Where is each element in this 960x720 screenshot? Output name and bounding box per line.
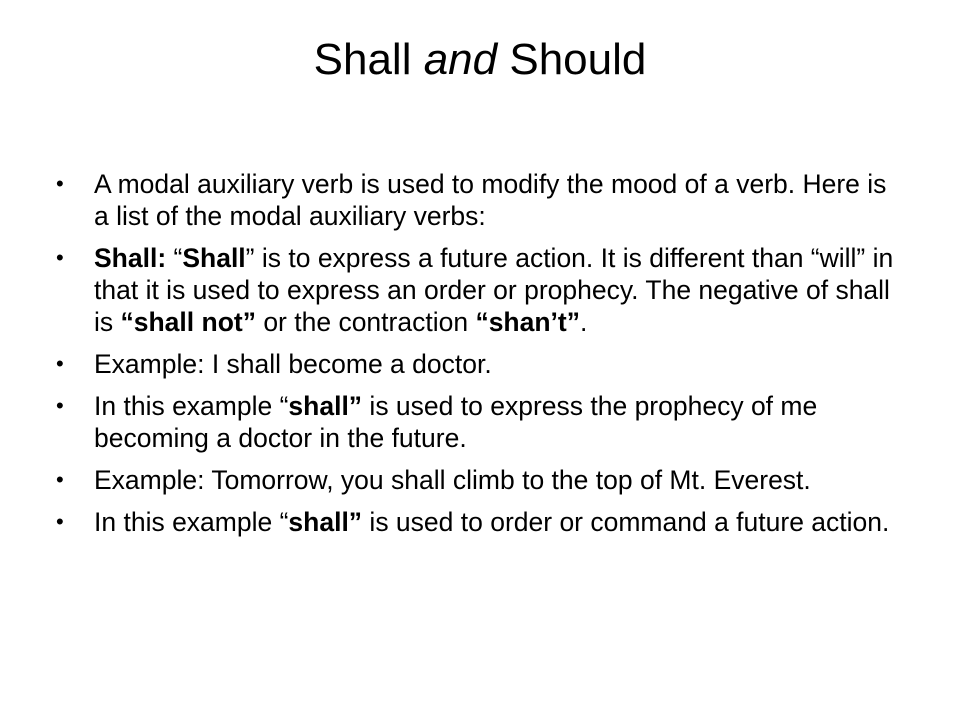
bullet-list <box>56 168 906 548</box>
list-item <box>56 506 906 538</box>
bullet-bold: Shall <box>182 243 246 273</box>
bullet-bold: “shan’t” <box>475 307 580 337</box>
bullet-bold: shall” <box>288 391 363 421</box>
bullet-text: “ <box>166 243 183 273</box>
bullet-lead-bold: Shall: <box>94 243 167 273</box>
bullet-text: Example: Tomorrow, you shall climb to the top of Mt. Everest. <box>94 465 811 495</box>
list-item <box>56 464 906 496</box>
bullet-bold: “shall not” <box>120 307 256 337</box>
bullet-text: is used to order or command a future action. <box>362 507 890 537</box>
bullet-dot: • <box>56 351 64 376</box>
bullet-text: In this example “ <box>94 391 289 421</box>
bullet-text: A modal auxiliary verb is used to modify the mood of a verb. Here is a list of the modal auxiliary verbs: <box>94 169 887 231</box>
bullet-bold: shall” <box>288 507 363 537</box>
bullet-dot: • <box>56 393 64 418</box>
list-item <box>56 242 906 338</box>
bullet-text: or the contraction <box>255 307 476 337</box>
title-part-1: Shall <box>313 35 424 84</box>
list-item <box>56 348 906 380</box>
title-italic: and <box>423 35 498 84</box>
list-item <box>56 168 906 232</box>
bullet-text: is used to express the prophecy of me becoming a doctor in the future. <box>94 391 818 453</box>
bullet-dot: • <box>56 467 64 492</box>
bullet-dot: • <box>56 509 64 534</box>
bullet-dot: • <box>56 245 64 270</box>
bullet-dot: • <box>56 171 64 196</box>
bullet-text: . <box>579 307 588 337</box>
title-part-2: Should <box>497 35 647 84</box>
slide-title <box>0 30 960 90</box>
bullet-text: ” is to express a future action. It is different than “will” in that it is used to express an order or prophecy. The negative of shall is <box>94 243 894 337</box>
bullet-text: Example: I shall become a doctor. <box>94 349 492 379</box>
bullet-text: In this example “ <box>94 507 289 537</box>
list-item <box>56 390 906 454</box>
